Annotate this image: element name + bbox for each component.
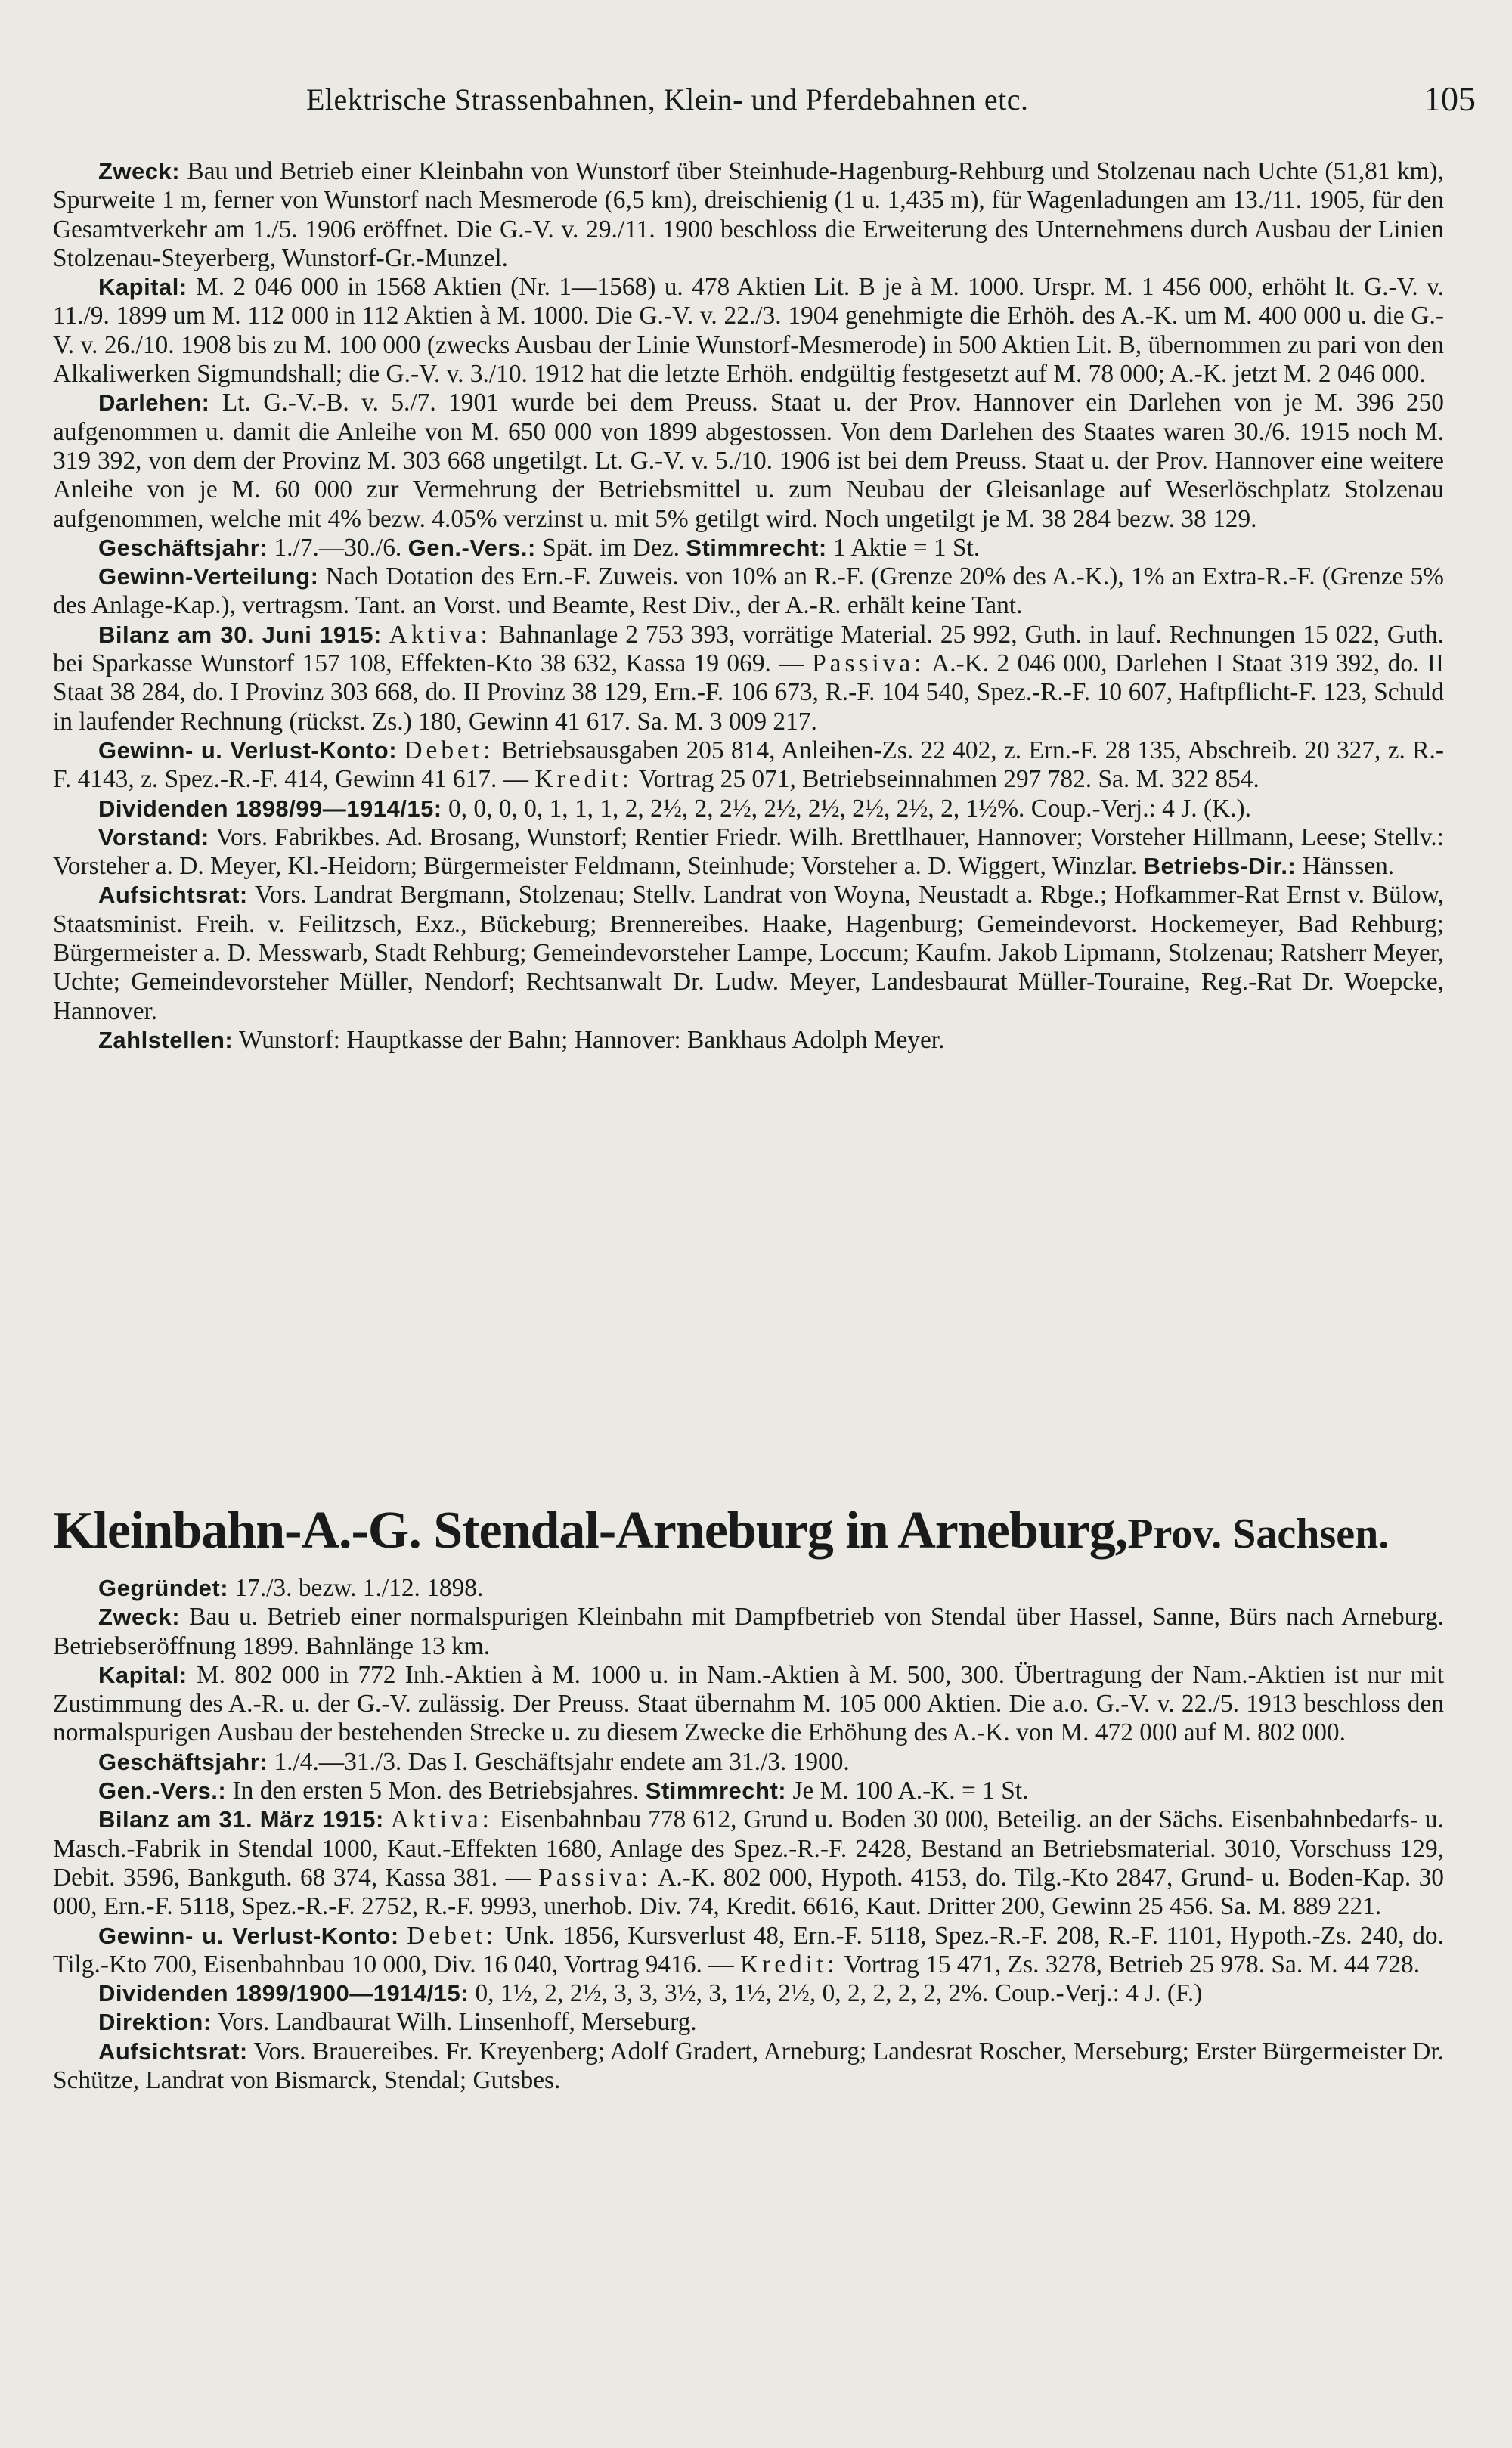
- gewinn-verteilung-text: Nach Dotation des Ern.-F. Zuweis. von 10% an R.-F. (Grenze 20% des A.-K.), 1% an Extra-R.-F. (Grenze 5% des Anlage-Kap.), vertragsm. Tant. an Vorst. und Beamte, Rest Div., der A.-R. erhält keine Tant.: [53, 562, 1444, 620]
- darlehen-text: Lt. G.-V.-B. v. 5./7. 1901 wurde bei dem Preuss. Staat u. der Prov. Hannover ein Darlehen von je M. 396 250 aufgenommen u. damit die Anleihe von M. 650 000 von 1899 abgestossen. Von dem Darlehen des Staates waren 30./6. 1915 noch M. 319 392, von dem der Provinz M. 303 668 ungetilgt. Lt. G.-V. v. 5./10. 1906 ist bei dem Preuss. Staat u. der Prov. Hannover eine weitere Anleihe von je M. 60 000 zur Vermehrung der Betriebsmittel u. zum Neubau der Gleisanlage auf Weserlöschplatz Stolzenau aufgenommen, welche mit 4% bezw. 4.05% verzinst u. mit 5% getilgt wird. Noch ungetilgt je M. 38 284 bezw. 38 129.: [53, 389, 1444, 533]
- debet-label: Debet:: [404, 736, 494, 764]
- kapital-label: Kapital:: [98, 274, 187, 301]
- zweck-text: Bau und Betrieb einer Kleinbahn von Wunstorf über Steinhude-Hagenburg-Rehburg und Stolzenau nach Uchte (51,81 km), Spurweite 1 m, ferner von Wunstorf nach Mesmerode (6,5 km), dreischienig (1 u. 1,435 m), für Wagenladungen am 13./11. 1905, für den Gesamtverkehr am 1./5. 1906 eröffnet. Die G.-V. v. 29./11. 1900 beschloss die Erweiterung des Unternehmens durch Ausbau der Linien Stolzenau-Steyerberg, Wunstorf-Gr.-Munzel.: [53, 157, 1444, 272]
- kredit-label-2: Kredit:: [739, 1950, 838, 1979]
- gewinn-verlust-paragraph: [53, 736, 1444, 795]
- dividenden-text: 0, 0, 0, 0, 1, 1, 1, 2, 2½, 2, 2½, 2½, 2½, 2½, 2½, 2, 1½%. Coup.-Verj.: 4 J. (K.).: [448, 794, 1251, 823]
- gegruendet-paragraph: [53, 1574, 1444, 1603]
- gen-vers-paragraph-2: [53, 1777, 1444, 1805]
- gewinn-verteilung-paragraph: [53, 562, 1444, 621]
- kredit-label: Kredit:: [534, 765, 633, 794]
- zweck-paragraph-2: [53, 1603, 1444, 1661]
- kapital-text-2: M. 802 000 in 772 Inh.-Aktien à M. 1000 u. in Nam.-Aktien à M. 500, 300. Übertragung der Nam.-Aktien ist nur mit Zustimmung des A.-R. u. der G.-V. zulässig. Der Preuss. Staat übernahm M. 105 000 Aktien. Die a.o. G.-V. v. 22./5. 1913 beschloss den normalspurigen Ausbau der bestehenden Strecke u. zu diesem Zwecke die Erhöhung des A.-K. von M. 472 000 auf M. 802 000.: [53, 1660, 1444, 1747]
- stimmrecht-text-2: Je M. 100 A.-K. = 1 St.: [792, 1777, 1029, 1805]
- bilanz-label-2: Bilanz am 31. März 1915:: [98, 1806, 384, 1833]
- aufsichtsrat-label-2: Aufsichtsrat:: [98, 2037, 248, 2065]
- aktiva-label: Aktiva:: [389, 620, 491, 649]
- gen-vers-label-2: Gen.-Vers.:: [98, 1777, 227, 1805]
- direktion-paragraph: [53, 2008, 1444, 2037]
- stimmrecht-text: 1 Aktie = 1 St.: [833, 533, 981, 562]
- dividenden-label-2: Dividenden 1899/1900—1914/15:: [98, 1980, 469, 2007]
- company-entry-2: [53, 1574, 1444, 2095]
- company-name: Kleinbahn-A.-G. Stendal-Arneburg in Arneburg,: [53, 1501, 1128, 1560]
- stimmrecht-label-2: Stimmrecht:: [645, 1777, 787, 1805]
- gegruendet-text: 17./3. bezw. 1./12. 1898.: [234, 1574, 484, 1602]
- zweck-paragraph: [53, 157, 1444, 273]
- bilanz-paragraph: [53, 621, 1444, 736]
- vorstand-label: Vorstand:: [98, 823, 209, 851]
- debet-text-2: Unk. 1856, Kursverlust 48, Ern.-F. 5118, Spez.-R.-F. 208, R.-F. 1101, Hypoth.-Zs. 240, do. Tilg.-Kto 700, Eisenbahnbau 10 000, Div. 16 040, Vortrag 9416. —: [53, 1921, 1444, 1979]
- debet-label-2: Debet:: [407, 1921, 497, 1950]
- aufsichtsrat-text-2: Vors. Brauereibes. Fr. Kreyenberg; Adolf Gradert, Arneburg; Landesrat Roscher, Merseburg; Erster Bürgermeister Dr. Schütze, Landrat von Bismarck, Stendal; Gutsbes.: [53, 2037, 1444, 2095]
- aufsichtsrat-label: Aufsichtsrat:: [98, 882, 248, 909]
- dividenden-paragraph: [53, 795, 1444, 823]
- stimmrecht-label: Stimmrecht:: [686, 534, 827, 561]
- geschaeftsjahr-paragraph: [53, 534, 1444, 562]
- zweck-text-2: Bau u. Betrieb einer normalspurigen Kleinbahn mit Dampfbetrieb von Stendal über Hassel, Sanne, Bürs nach Arneburg. Betriebseröffnung 1899. Bahnlänge 13 km.: [53, 1603, 1444, 1660]
- gewinn-verteilung-label: Gewinn-Verteilung:: [98, 563, 319, 590]
- aufsichtsrat-paragraph-2: [53, 2037, 1444, 2096]
- geschaeftsjahr-text: 1./7.—30./6.: [274, 533, 402, 562]
- kapital-text: M. 2 046 000 in 1568 Aktien (Nr. 1—1568) u. 478 Aktien Lit. B je à M. 1000. Urspr. M. 1 456 000, erhöht lt. G.-V. v. 11./9. 1899 um M. 112 000 in 112 Aktien à M. 1000. Die G.-V. v. 22./3. 1904 genehmigte die Erhöh. des A.-K. um M. 400 000 u. die G.-V. v. 26./10. 1908 bis zu M. 100 000 (zwecks Ausbau der Linie Wunstorf-Mesmerode) in 500 Aktien Lit. B, übernommen zu pari von den Alkaliwerken Sigmundshall; die G.-V. v. 3./10. 1912 hat die letzte Erhöh. endgültig festgesetzt auf M. 78 000; A.-K. jetzt M. 2 046 000.: [53, 273, 1444, 389]
- gen-vers-label: Gen.-Vers.:: [407, 534, 536, 561]
- aktiva-label-2: Aktiva:: [390, 1805, 493, 1834]
- gewinn-verlust-paragraph-2: [53, 1922, 1444, 1980]
- zahlstellen-paragraph: [53, 1026, 1444, 1055]
- gegruendet-label: Gegründet:: [98, 1575, 229, 1601]
- kapital-label-2: Kapital:: [98, 1661, 187, 1688]
- zahlstellen-label: Zahlstellen:: [98, 1026, 234, 1053]
- gewinn-verlust-label-2: Gewinn- u. Verlust-Konto:: [98, 1922, 399, 1949]
- direktion-label: Direktion:: [98, 2009, 212, 2036]
- company-entry-1: [53, 157, 1444, 1055]
- zweck-label-2: Zweck:: [98, 1604, 181, 1631]
- geschaeftsjahr-label-2: Geschäftsjahr:: [98, 1748, 268, 1775]
- darlehen-paragraph: [53, 389, 1444, 533]
- page-number: 105: [1424, 79, 1476, 118]
- vorstand-paragraph: [53, 823, 1444, 882]
- kapital-paragraph: [53, 273, 1444, 389]
- passiva-text: A.-K. 2 046 000, Darlehen I Staat 319 392, do. II Staat 38 284, do. I Provinz 303 668, do. II Provinz 38 129, Ern.-F. 106 673, R.-F. 104 540, Spez.-R.-F. 10 607, Haftpflicht-F. 123, Schuld in laufender Rechnung (rückst. Zs.) 180, Gewinn 41 617. Sa. M. 3 009 217.: [53, 649, 1444, 736]
- aktiva-text-2: Eisenbahnbau 778 612, Grund u. Boden 30 000, Beteilig. an der Sächs. Eisenbahnbedarfs- u. Masch.-Fabrik in Stendal 1000, Kaut.-Effekten 1680, Anlage des Spez.-R.-F. 2428, Bestand an Betriebsmaterial. 3010, Vorschuss 129, Debit. 3596, Bankguth. 68 374, Kassa 381. —: [53, 1805, 1444, 1892]
- bilanz-paragraph-2: [53, 1805, 1444, 1921]
- betriebs-dir-text: Hänssen.: [1302, 852, 1395, 881]
- dividenden-text-2: 0, 1½, 2, 2½, 3, 3, 3½, 3, 1½, 2½, 0, 2, 2, 2, 2, 2%. Coup.-Verj.: 4 J. (F.): [475, 1979, 1203, 2008]
- gewinn-verlust-label: Gewinn- u. Verlust-Konto:: [98, 736, 398, 764]
- betriebs-dir-label: Betriebs-Dir.:: [1143, 853, 1297, 880]
- zahlstellen-text: Wunstorf: Hauptkasse der Bahn; Hannover: Bankhaus Adolph Meyer.: [239, 1025, 945, 1054]
- zweck-label: Zweck:: [98, 158, 181, 184]
- dividenden-paragraph-2: [53, 1979, 1444, 2008]
- gen-vers-text-2: In den ersten 5 Mon. des Betriebsjahres.: [232, 1777, 640, 1805]
- geschaeftsjahr-paragraph-2: [53, 1748, 1444, 1777]
- aktiva-text: Bahnanlage 2 753 393, vorrätige Material. 25 992, Guth. in lauf. Rechnungen 15 022, Guth. bei Sparkasse Wunstorf 157 108, Effekten-Kto 38 632, Kassa 19 069. —: [53, 620, 1444, 678]
- kapital-paragraph-2: [53, 1661, 1444, 1748]
- direktion-text: Vors. Landbaurat Wilh. Linsenhoff, Merseburg.: [217, 2008, 697, 2037]
- running-title: Elektrische Strassenbahnen, Klein- und Pferdebahnen etc.: [306, 82, 1029, 116]
- debet-text: Betriebsausgaben 205 814, Anleihen-Zs. 22 402, z. Ern.-F. 28 135, Abschreib. 20 327, z. R.-F. 4143, z. Spez.-R.-F. 414, Gewinn 41 617. —: [53, 736, 1444, 794]
- geschaeftsjahr-label: Geschäftsjahr:: [98, 534, 268, 561]
- company-heading: [53, 1501, 1459, 1564]
- passiva-label: Passiva:: [812, 649, 925, 678]
- kredit-text: Vortrag 25 071, Betriebseinnahmen 297 782. Sa. M. 322 854.: [638, 765, 1259, 794]
- aufsichtsrat-text: Vors. Landrat Bergmann, Stolzenau; Stellv. Landrat von Woyna, Neustadt a. Rbge.; Hofkammer-Rat Ernst v. Bülow, Staatsminist. Freih. v. Feilitzsch, Exz., Bückeburg; Brennereibes. Haake, Hagenburg; Gemeindevorst. Hockemeyer, Bad Rehburg; Bürgermeister a. D. Messwarb, Stadt Rehburg; Gemeindevorsteher Lampe, Loccum; Kaufm. Jakob Lipmann, Stolzenau; Ratsherr Meyer, Uchte; Gemeindevorsteher Müller, Nendorf; Rechtsanwalt Dr. Ludw. Meyer, Landesbaurat Müller-Touraine, Reg.-Rat Dr. Woepcke, Hannover.: [53, 881, 1444, 1025]
- company-region: Prov. Sachsen.: [1127, 1511, 1390, 1557]
- page-header: [0, 79, 1512, 127]
- bilanz-label: Bilanz am 30. Juni 1915:: [98, 621, 382, 648]
- dividenden-label: Dividenden 1898/99—1914/15:: [98, 795, 442, 822]
- geschaeftsjahr-text-2: 1./4.—31./3. Das I. Geschäftsjahr endete am 31./3. 1900.: [274, 1747, 850, 1776]
- gen-vers-text: Spät. im Dez.: [542, 533, 680, 562]
- vorstand-text: Vors. Fabrikbes. Ad. Brosang, Wunstorf; Rentier Friedr. Wilh. Brettlhauer, Hannover; Vorsteher Hillmann, Leese; Stellv.: Vorsteher a. D. Meyer, Kl.-Heidorn; Bürgermeister Feldmann, Steinhude; Vorsteher a. D. Wiggert, Winzlar.: [53, 823, 1444, 881]
- aufsichtsrat-paragraph: [53, 881, 1444, 1025]
- passiva-text-2: A.-K. 802 000, Hypoth. 4153, do. Tilg.-Kto 2847, Grund- u. Boden-Kap. 30 000, Ern.-F. 5118, Spez.-R.-F. 2752, R.-F. 9993, unerhob. Div. 74, Kredit. 6616, Kaut. Dritter 200, Gewinn 25 456. Sa. M. 889 221.: [53, 1863, 1444, 1921]
- darlehen-label: Darlehen:: [98, 389, 210, 417]
- kredit-text-2: Vortrag 15 471, Zs. 3278, Betrieb 25 978. Sa. M. 44 728.: [844, 1950, 1421, 1979]
- passiva-label-2: Passiva:: [538, 1863, 652, 1892]
